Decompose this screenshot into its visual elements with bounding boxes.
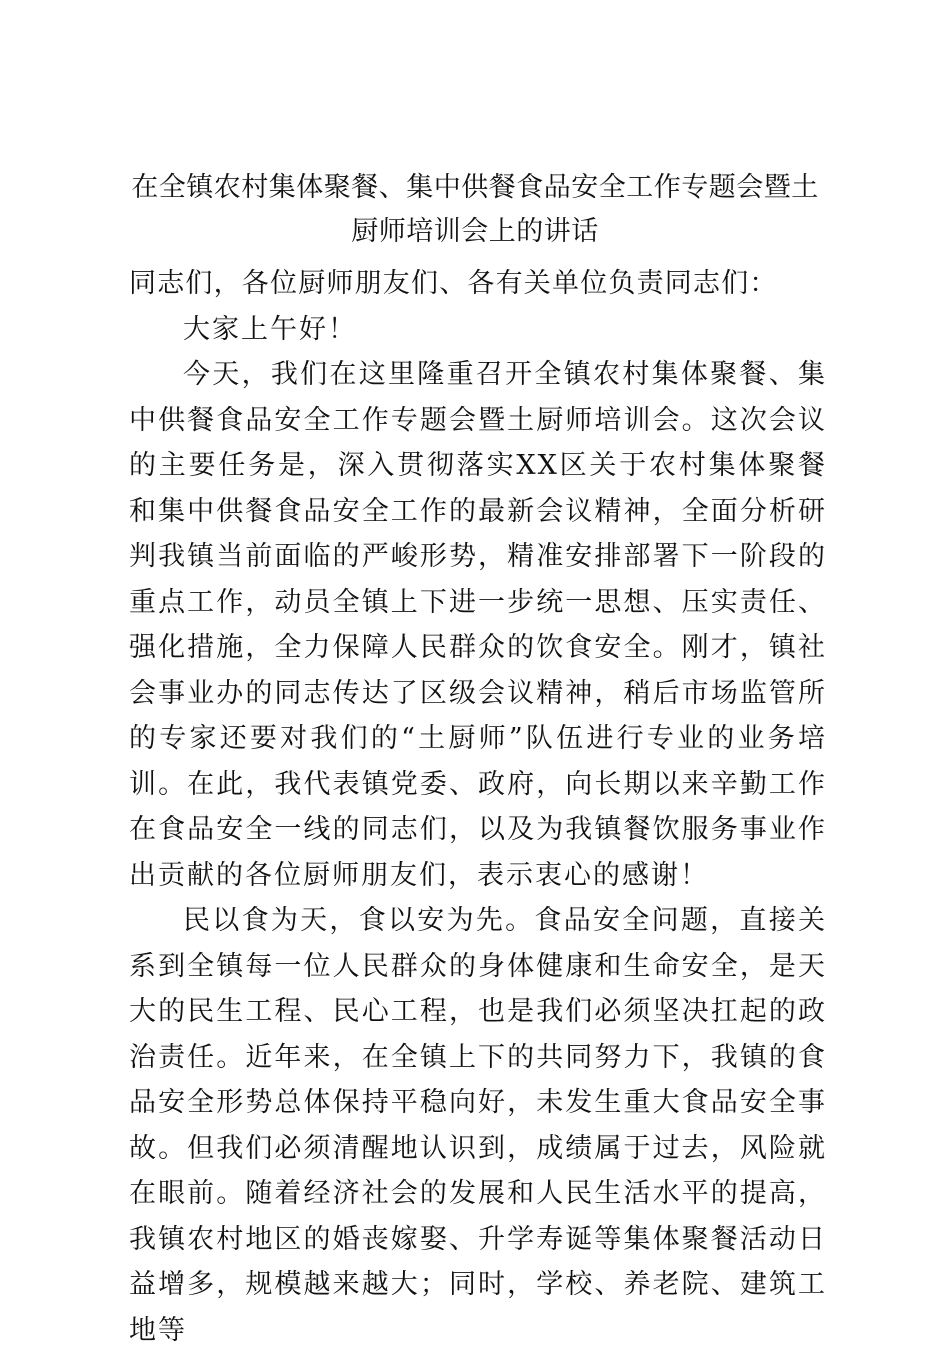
- greeting: 大家上午好！: [183, 313, 357, 345]
- document-body: [129, 261, 827, 1353]
- document-title: 在全镇农村集体聚餐、集中供餐食品安全工作专题会暨土厨师培训会上的讲话: [131, 172, 819, 247]
- salutation: 同志们，各位厨师朋友们、各有关单位负责同志们：: [129, 268, 778, 299]
- paragraph-food-safety: 民以食为天，食以安为先。食品安全问题，直接关系到全镇每一位人民群众的身体健康和生命安全，是天大的民生工程、民心工程，也是我们必须坚决扛起的政治责任。近年来，在全镇上下的共同努力下，我镇的食品安全形势总体保持平稳向好，未发生重大食品安全事故。但我们必须清醒地认识到，成绩属于过去，风险就在眼前。随着经济社会的发展和人民生活水平的提高，我镇农村地区的婚丧嫁娶、升学寿诞等集体聚餐活动日益增多，规模越来越大；同时，学校、养老院、建筑工地等: [129, 905, 827, 1346]
- paragraph-opening: 今天，我们在这里隆重召开全镇农村集体聚餐、集中供餐食品安全工作专题会暨土厨师培训会。这次会议的主要任务是，深入贯彻落实XX区关于农村集体聚餐和集中供餐食品安全工作的最新会议精神，全面分析研判我镇当前面临的严峻形势，精准安排部署下一阶段的重点工作，动员全镇上下进一步统一思想、压实责任、强化措施，全力保障人民群众的饮食安全。刚才，镇社会事业办的同志传达了区级会议精神，稍后市场监管所的专家还要对我们的“土厨师”队伍进行专业的业务培训。在此，我代表镇党委、政府，向长期以来辛勤工作在食品安全一线的同志们，以及为我镇餐饮服务事业作出贡献的各位厨师朋友们，表示衷心的感谢！: [129, 359, 827, 891]
